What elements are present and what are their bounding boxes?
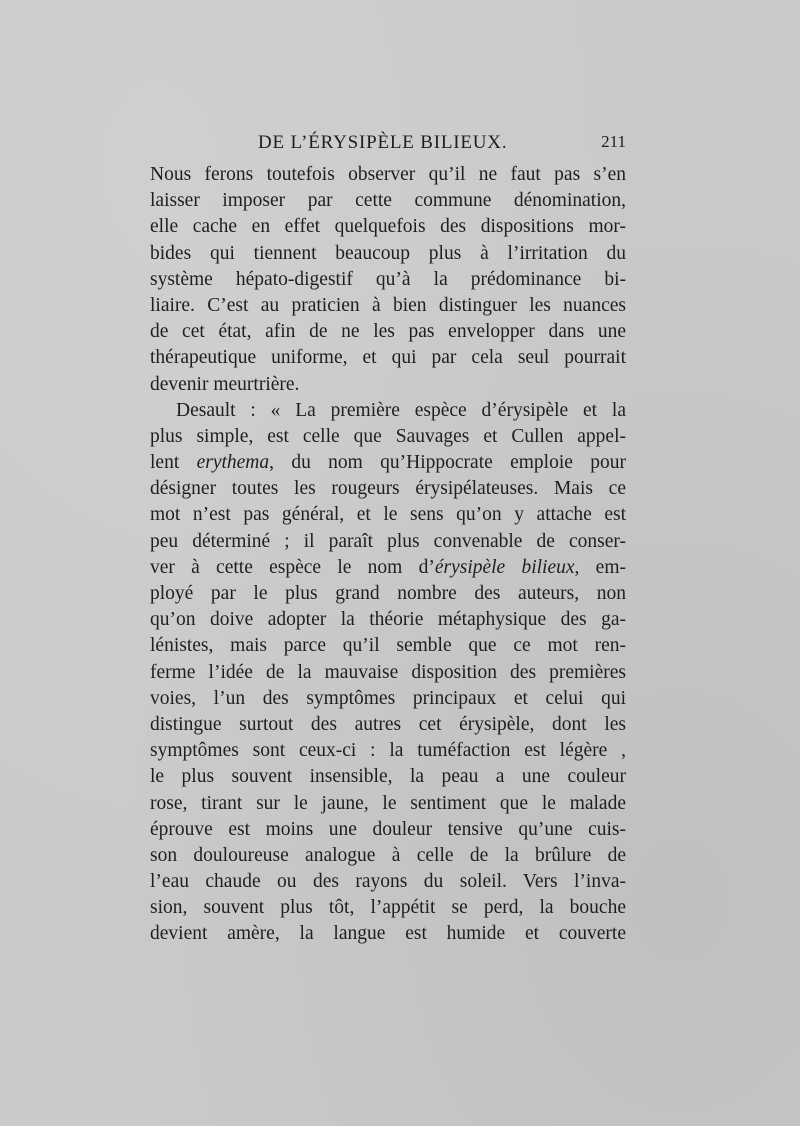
text-line: qu’on doive adopter la théorie métaphysique des ga- <box>150 609 626 631</box>
text-line: plus simple, est celle que Sauvages et Cullen appel- <box>150 425 626 447</box>
text-line: mot n’est pas général, et le sens qu’on y attache est <box>150 504 626 526</box>
text-line: éprouve est moins une douleur tensive qu’une cuis- <box>150 818 626 840</box>
text-segment: ver à cette espèce le nom d’ <box>150 556 435 578</box>
text-line: Nous ferons toutefois observer qu’il ne faut pas s’en <box>150 164 626 185</box>
text-line: ployé par le plus grand nombre des auteurs, non <box>150 583 626 604</box>
italic-term-erythema: erythema <box>196 452 270 474</box>
text-line: ferme l’idée de la mauvaise disposition des premières <box>150 661 626 683</box>
text-line: désigner toutes les rougeurs érysipélateuses. Mais ce <box>150 478 626 500</box>
text-segment: , em- <box>574 556 626 578</box>
text-line: devient amère, la langue est humide et couverte <box>150 923 626 945</box>
paragraph-2 <box>150 398 626 948</box>
text-line: son douloureuse analogue à celle de la brûlure de <box>150 844 626 866</box>
running-title: DE L’ÉRYSIPÈLE BILIEUX. <box>258 132 508 153</box>
text-line: sion, souvent plus tôt, l’appétit se perd, la bouche <box>150 897 626 919</box>
text-line: bides qui tiennent beaucoup plus à l’irritation du <box>150 242 626 264</box>
paragraph-1 <box>150 162 626 398</box>
text-line: lénistes, mais parce qu’il semble que ce mot ren- <box>150 635 626 657</box>
text-line: thérapeutique uniforme, et qui par cela seul pourrait <box>150 347 626 369</box>
text-line <box>150 450 626 476</box>
text-line: le plus souvent insensible, la peau a une couleur <box>150 766 626 788</box>
italic-term-erysipele-bilieux: érysipèle bilieux <box>434 556 575 578</box>
running-head <box>150 128 626 158</box>
text-line <box>150 555 626 581</box>
text-line: rose, tirant sur le jaune, le sentiment que le malade <box>150 792 626 814</box>
text-line: peu déterminé ; il paraît plus convenable de conser- <box>150 530 626 552</box>
text-line: distingue surtout des autres cet érysipèle, dont les <box>150 713 626 735</box>
text-line: Desault : « La première espèce d’érysipèle et la <box>176 399 626 421</box>
text-segment: , du nom qu’Hippocrate emploie pour <box>269 452 626 474</box>
text-segment: lent <box>150 452 197 474</box>
text-line: l’eau chaude ou des rayons du soleil. Vers l’inva- <box>150 871 626 893</box>
body-text <box>150 162 626 948</box>
text-line: système hépato-digestif qu’à la prédominance bi- <box>150 268 626 290</box>
text-line: laisser imposer par cette commune dénomination, <box>150 190 626 212</box>
text-line: de cet état, afin de ne les pas envelopper dans une <box>150 321 626 343</box>
text-line: liaire. C’est au praticien à bien distinguer les nuances <box>150 294 626 316</box>
text-line: symptômes sont ceux-ci : la tuméfaction est légère , <box>150 740 626 762</box>
text-line: voies, l’un des symptômes principaux et celui qui <box>150 687 626 709</box>
text-line: elle cache en effet quelquefois des dispositions mor- <box>150 216 626 238</box>
page-number: 211 <box>601 132 626 151</box>
text-line: devenir meurtrière. <box>150 373 300 395</box>
